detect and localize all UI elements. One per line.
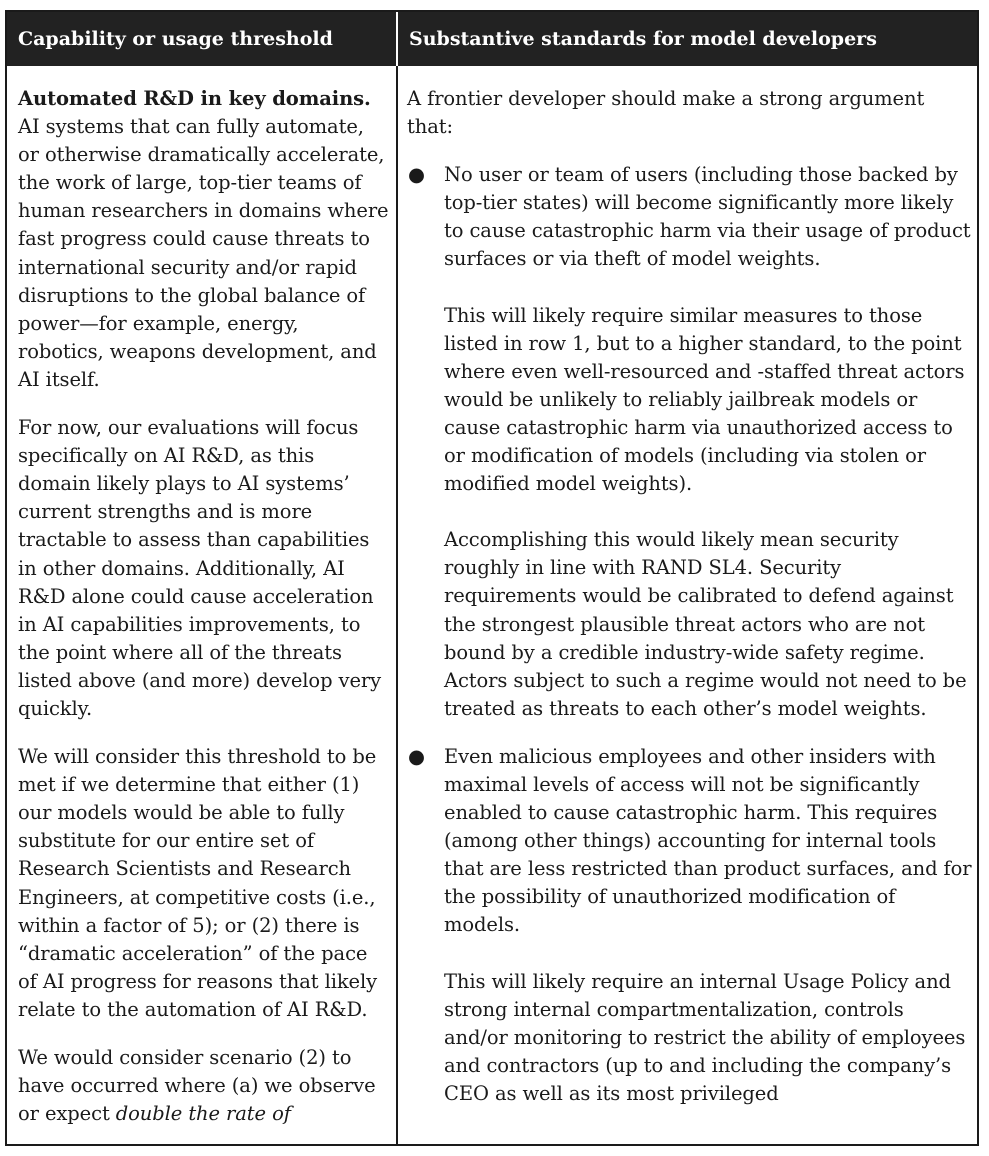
threshold-title: Automated R&D in key domains. <box>18 87 371 110</box>
bullet-1-paragraph-1: No user or team of users (including those backed by top-tier states) will become significantly more likely to cause catastrophic harm via their usage of product surfaces or via theft of model weights. <box>444 163 971 271</box>
bullet-2-paragraph-2: This will likely require an internal Usage Policy and strong internal compartmentalization, controls and/or monitoring to restrict the ability of employees and contractors (up to and including the company’s CEO as well as its most privileged <box>444 969 966 1105</box>
threshold-column <box>18 85 390 1128</box>
bullet-icon: ● <box>408 744 425 768</box>
threshold-paragraph-1: Automated R&D in key domains. AI systems that can fully automate, or otherwise dramatically accelerate, the work of large, top-tier teams of human researchers in domains where fast progress could cause threats to international security and/or rapid disruptions to the global balance of power—for example, energy, robotics, weapons development, and AI itself. <box>18 87 389 391</box>
standards-list <box>407 161 973 1108</box>
bullet-icon: ● <box>408 163 425 187</box>
column-divider <box>396 66 398 1144</box>
bullet-1-paragraph-2: This will likely require similar measures to those listed in row 1, but to a higher standard, to the point where even well-resourced and -staffed threat actors would be unlikely to reliably jailbreak models or cause catastrophic harm via unauthorized access to or modification of models (including via stolen or modified model weights). <box>444 303 965 496</box>
threshold-paragraph-4: We would consider scenario (2) to have occurred where (a) we observe or expect double the rate of <box>18 1046 376 1126</box>
threshold-paragraph-2: For now, our evaluations will focus specifically on AI R&D, as this domain likely plays to AI systems’ current strengths and is more tractable to assess than capabilities in other domains. Additionally, AI R&D alone could cause acceleration in AI capabilities improvements, to the point where all of the threats listed above (and more) develop very quickly. <box>18 416 382 720</box>
standards-intro: A frontier developer should make a strong argument that: <box>407 87 925 139</box>
list-item <box>407 743 973 1108</box>
bullet-1-paragraph-3: Accomplishing this would likely mean security roughly in line with RAND SL4. Security requirements would be calibrated to defend against the strongest plausible threat actors who are not bound by a credible industry-wide safety regime. Actors subject to such a regime would not need to be treated as threats to each other’s model weights. <box>444 528 967 720</box>
standards-column <box>407 85 973 1108</box>
table-header <box>7 12 977 66</box>
policy-table <box>5 10 979 1146</box>
list-item <box>407 161 973 723</box>
bullet-2-paragraph-1: Even malicious employees and other insiders with maximal levels of access will not be significantly enabled to cause catastrophic harm. This requires (among other things) accounting for internal tools that are less restricted than product surfaces, and for the possibility of unauthorized modification of models. <box>444 744 972 937</box>
header-substantive-standards: Substantive standards for model developers <box>396 12 979 66</box>
header-capability-threshold: Capability or usage threshold <box>18 28 333 50</box>
threshold-paragraph-3: We will consider this threshold to be met if we determine that either (1) our models would be able to fully substitute for our entire set of Research Scientists and Research Engineers, at competitive costs (i.e., within a factor of 5); or (2) there is “dramatic acceleration” of the pace of AI progress for reasons that likely relate to the automation of AI R&D. <box>18 745 378 1021</box>
